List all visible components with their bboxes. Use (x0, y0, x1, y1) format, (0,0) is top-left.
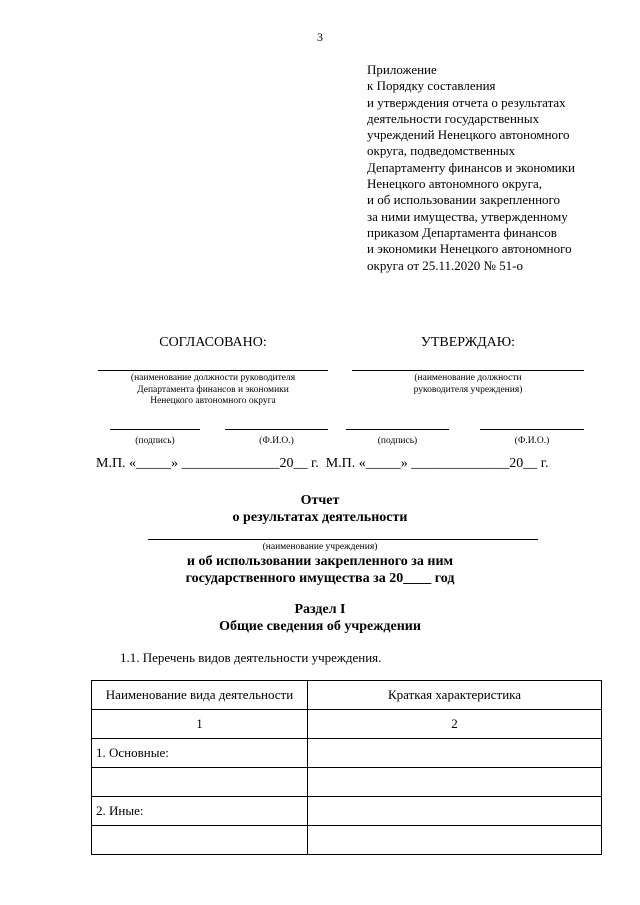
position-caption-left: (наименование должности руководителя Департамента финансов и экономики Ненецкого автономного округа (130, 373, 296, 406)
report-title: Отчет (300, 493, 340, 508)
confirm-heading: УТВЕРЖДАЮ: (420, 335, 516, 350)
table-header-cell: Краткая характеристика (308, 681, 602, 710)
appendix-line: учреждений Ненецкого автономного (367, 127, 570, 143)
approved-heading: СОГЛАСОВАНО: (159, 335, 267, 350)
page-number: 3 (317, 30, 323, 44)
appendix-line: за ними имущества, утвержденному (367, 208, 568, 224)
table-cell (92, 826, 308, 855)
signature-label-right: (подпись) (377, 436, 418, 446)
appendix-line: и утверждения отчета о результатах (367, 94, 566, 110)
table-cell: 1 (92, 710, 308, 739)
institution-caption: (наименование учреждения) (262, 542, 378, 552)
institution-line (148, 539, 538, 540)
table-number-row (92, 710, 602, 739)
table-cell: 2. Иные: (92, 797, 308, 826)
table-cell (308, 826, 602, 855)
name-line-left (225, 429, 328, 430)
table-cell: 1. Основные: (92, 739, 308, 768)
appendix-line: округа от 25.11.2020 № 51-о (367, 257, 524, 273)
table-cell (92, 768, 308, 797)
appendix-line: Департаменту финансов и экономики (367, 159, 576, 175)
stamp-date-line: М.П. «_____» ______________20__ г. М.П. «_____» ______________20__ г. (96, 456, 549, 471)
report-title-line4: государственного имущества за 20____ год (185, 571, 455, 586)
activities-table (91, 680, 602, 855)
table-cell: 2 (308, 710, 602, 739)
position-line-left (98, 370, 328, 371)
table-row (92, 797, 602, 826)
table-row (92, 768, 602, 797)
signature-line-right (346, 429, 449, 430)
table-row (92, 739, 602, 768)
position-line-right (352, 370, 584, 371)
position-caption-right: (наименование должности руководителя учреждения) (413, 373, 523, 395)
appendix-line: приказом Департамента финансов (367, 224, 557, 240)
appendix-block (367, 62, 627, 274)
table-cell (308, 768, 602, 797)
appendix-line: деятельности государственных (367, 110, 540, 126)
name-label-right: (Ф.И.О.) (514, 436, 550, 446)
section-heading: Раздел I (294, 602, 346, 617)
table-header-row (92, 681, 602, 710)
appendix-line: и экономики Ненецкого автономного (367, 241, 572, 257)
appendix-line: к Порядку составления (367, 78, 496, 94)
section-item-text: 1.1. Перечень видов деятельности учреждения. (120, 650, 382, 665)
table-cell (308, 739, 602, 768)
appendix-line: Приложение (367, 62, 437, 77)
signature-label-left: (подпись) (135, 436, 175, 446)
section-subheading: Общие сведения об учреждении (219, 619, 421, 634)
table-row (92, 826, 602, 855)
appendix-line: Ненецкого автономного округа, (367, 176, 542, 192)
name-line-right (480, 429, 584, 430)
signature-line-left (110, 429, 200, 430)
report-subtitle: о результатах деятельности (232, 510, 408, 525)
report-title-line3: и об использовании закрепленного за ним (186, 554, 454, 569)
name-label-left: (Ф.И.О.) (259, 436, 294, 446)
appendix-line: и об использовании закрепленного (367, 192, 561, 208)
table-cell (308, 797, 602, 826)
table-header-cell: Наименование вида деятельности (92, 681, 308, 710)
appendix-line: округа, подведомственных (367, 143, 516, 159)
